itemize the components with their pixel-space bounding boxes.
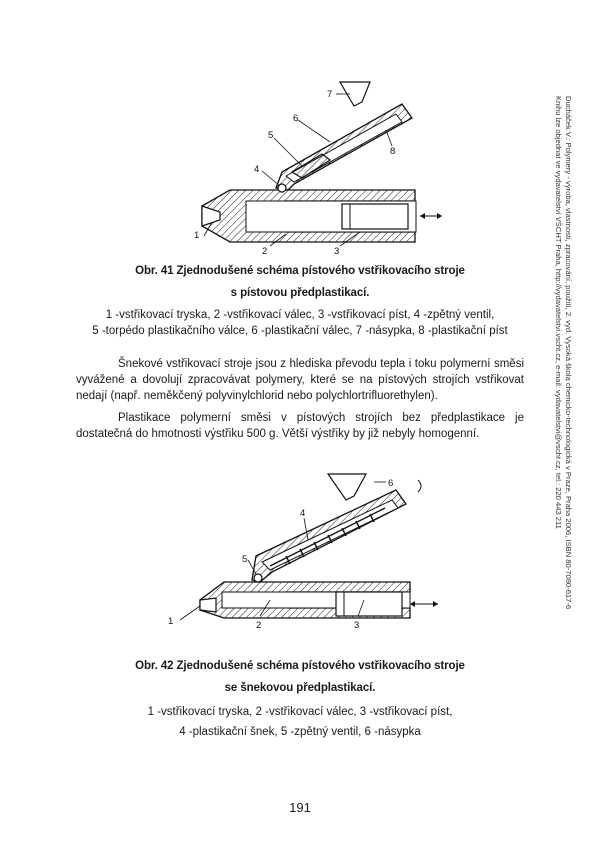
- piston-motion-arrow: [410, 601, 438, 607]
- paragraph-1: Šnekové vstřikovací stroje jsou z hlediska převodu tepla i toku polymerní směsi vyvážené a dovolují zpracovávat polymery, které se na pístových strojích vstřikovat nedají (např. neměkčený polyvinylchlorid nebo polychlortrifluorethylen).: [76, 358, 524, 402]
- label-4: 4: [254, 164, 260, 175]
- figure-42-title: Obr. 42 Zjednodušené schéma pístového vstřikovacího stroje: [135, 660, 465, 672]
- label-2: 2: [262, 246, 268, 256]
- figure-41-legend-line-1: 1 -vstřikovací tryska, 2 -vstřikovací válec, 3 -vstřikovací píst, 4 -zpětný ventil,: [105, 309, 495, 321]
- label-4: 4: [300, 508, 306, 519]
- label-1: 1: [194, 230, 200, 241]
- page-number: 191: [289, 800, 311, 815]
- side-citation-line-1: Ducháček V.: Polymery - výroba, vlastnosti, zpracování, použití, 2. vyd. Vysoká škola chemicko-technologická v Praze, Praha 2006, ISBN 80-7080-617-6: [564, 96, 573, 610]
- label-2: 2: [256, 620, 262, 630]
- label-7: 7: [327, 89, 333, 100]
- label-3: 3: [334, 246, 340, 256]
- paragraph-2: Plastikace polymerní směsi v pístových strojích bez předplastikace je dostatečná do hmotnosti výstřiku 500 g. Větší výstřiky by již nebyly homogenní.: [76, 412, 524, 440]
- check-valve: [254, 574, 262, 582]
- label-1: 1: [168, 616, 174, 627]
- label-5: 5: [242, 554, 248, 565]
- figure-42-legend-line-1: 1 -vstřikovací tryska, 2 -vstřikovací válec, 3 -vstřikovací píst,: [147, 706, 453, 718]
- nozzle: [200, 598, 216, 612]
- figure-42-legend-line-2: 4 -plastikační šnek, 5 -zpětný ventil, 6 -násypka: [179, 726, 421, 738]
- hopper: [328, 474, 366, 500]
- figure-42-subtitle: se šnekovou předplastikací.: [224, 682, 376, 694]
- side-citation: [553, 96, 573, 656]
- label-3: 3: [354, 620, 360, 630]
- figure-41-legend-line-2: 5 -torpédo plastikačního válce, 6 -plastikační válec, 7 -násypka, 8 -plastikační píst: [92, 325, 508, 337]
- injection-piston: [336, 592, 402, 616]
- rotation-arrow: [418, 480, 421, 492]
- figure-41-title: Obr. 41 Zjednodušené schéma pístového vstřikovacího stroje: [135, 265, 465, 277]
- injection-piston: [342, 204, 408, 229]
- label-6: 6: [388, 478, 394, 489]
- piston-motion-arrow: [420, 213, 442, 219]
- figure-42-diagram: [160, 470, 460, 630]
- label-8: 8: [390, 146, 396, 157]
- plasticizing-screw: [270, 508, 385, 566]
- label-6: 6: [293, 113, 299, 124]
- figure-41-subtitle: s pístovou předplastikací.: [230, 287, 370, 299]
- label-5: 5: [268, 130, 274, 141]
- side-citation-line-2: Knihu lze objednat ve vydavatelství VŠCHT Praha, http://vydavatelstvi.vscht.cz, e-mail: vydavatelstvi@vscht.cz, tel.: 220 443 211: [554, 96, 563, 529]
- figure-41-diagram: [190, 76, 450, 256]
